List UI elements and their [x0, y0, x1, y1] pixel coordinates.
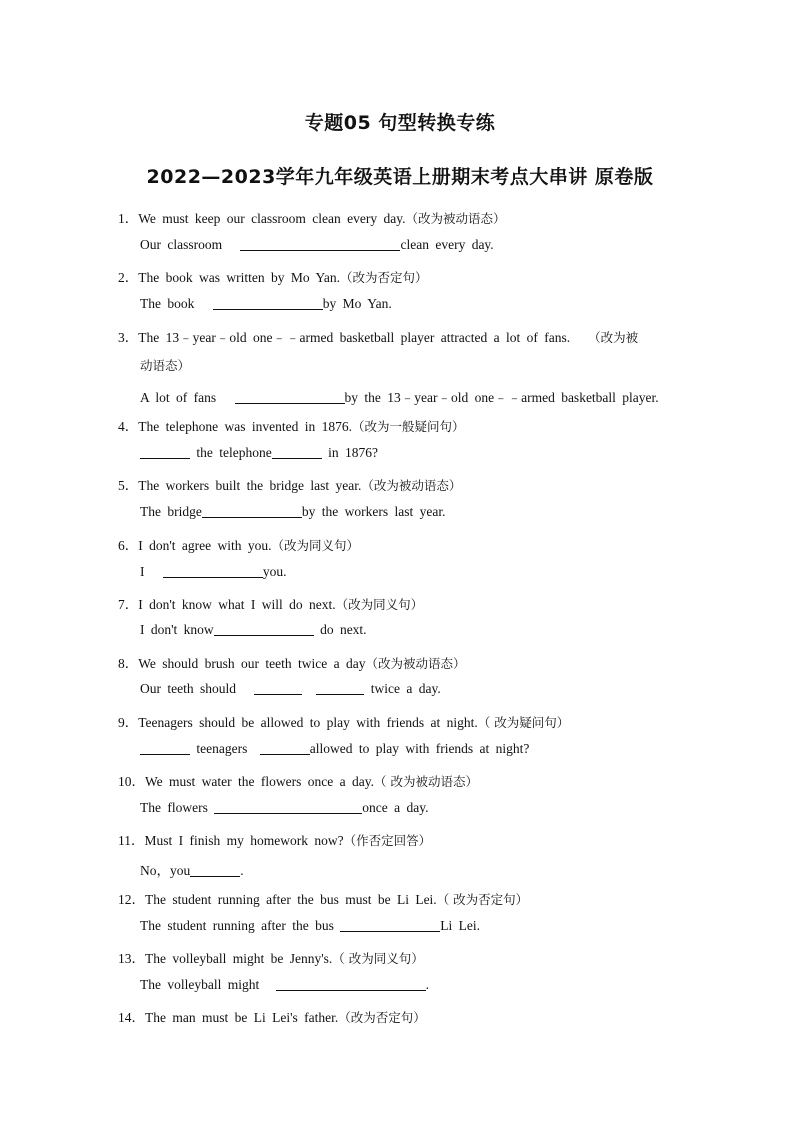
question-hint: （改为被动语态）: [361, 478, 462, 493]
answer-suffix: in 1876?: [321, 445, 378, 460]
page-title: 专题05 句型转换专练: [304, 112, 496, 134]
answer-suffix: twice a day.: [364, 681, 441, 696]
answer-prefix: The volleyball might: [140, 977, 266, 992]
answer-6: [140, 564, 287, 580]
question-hint: （改为否定句）: [340, 270, 428, 285]
answer-suffix: do next.: [313, 622, 367, 637]
answer-5: [140, 504, 445, 520]
question-3-continued: [140, 356, 190, 374]
answer-prefix: The student running after the bus: [140, 918, 341, 933]
question-text: 2．The book was written by Mo Yan.: [118, 270, 340, 285]
question-hint: （ 改为疑问句）: [477, 715, 570, 730]
answer-suffix: Li Lei.: [440, 918, 480, 933]
answer-suffix: allowed to play with friends at night?: [309, 741, 530, 756]
question-10: [118, 770, 478, 790]
question-text: 14．The man must be Li Lei's father.: [118, 1010, 339, 1025]
question-11: [118, 829, 431, 849]
answer-suffix: .: [240, 863, 244, 878]
question-hint: （改为一般疑问句）: [351, 419, 465, 434]
answer-suffix: .: [425, 977, 429, 992]
answer-blank[interactable]: [316, 681, 364, 695]
question-text: 13．The volleyball might be Jenny's.: [118, 951, 333, 966]
answer-prefix: Our teeth should: [140, 681, 243, 696]
answer-prefix: No，you: [140, 863, 191, 878]
answer-2: [140, 296, 392, 312]
answer-blank[interactable]: [272, 445, 322, 459]
question-3: [118, 326, 638, 346]
answer-prefix: Our classroom: [140, 237, 229, 252]
question-9: [118, 711, 569, 731]
question-2: [118, 266, 428, 286]
question-hint: （ 改为否定句）: [436, 892, 529, 907]
answer-blank[interactable]: [190, 863, 240, 877]
question-14: [118, 1006, 426, 1026]
answer-9: [140, 741, 529, 757]
answer-blank[interactable]: [214, 622, 314, 636]
question-text: 4．The telephone was invented in 1876.: [118, 419, 352, 434]
question-hint: （作否定回答）: [343, 833, 432, 848]
answer-1: [140, 237, 494, 253]
question-hint-continued: 动语态）: [140, 358, 191, 373]
question-hint: （改为被动语态）: [405, 211, 506, 226]
question-text: 6．I don't agree with you.: [118, 538, 272, 553]
question-hint: （改为同义句）: [335, 597, 424, 612]
question-text: 9．Teenagers should be allowed to play with friends at night.: [118, 715, 478, 730]
question-text: 10．We must water the flowers once a day.: [118, 774, 374, 789]
question-hint: （ 改为同义句）: [332, 951, 424, 966]
answer-blank[interactable]: [163, 564, 263, 578]
answer-prefix: The flowers: [140, 800, 215, 815]
question-8: [118, 652, 466, 672]
answer-prefix: I: [140, 564, 151, 579]
answer-11: [140, 859, 244, 879]
question-text: 1．We must keep our classroom clean every day.: [118, 211, 406, 226]
answer-8: [140, 681, 441, 697]
answer-middle: teenagers: [190, 741, 254, 756]
answer-suffix: by Mo Yan.: [322, 296, 392, 311]
answer-blank[interactable]: [140, 445, 190, 459]
question-12: [118, 888, 528, 908]
answer-blank[interactable]: [260, 741, 310, 755]
answer-4: [140, 445, 378, 461]
question-text: 5．The workers built the bridge last year.: [118, 478, 362, 493]
answer-middle: the telephone: [190, 445, 272, 460]
answer-suffix: once a day.: [362, 800, 429, 815]
question-text: 8．We should brush our teeth twice a day: [118, 656, 366, 671]
question-6: [118, 534, 359, 554]
question-hint: （改为否定句）: [338, 1010, 426, 1025]
question-text: 12．The student running after the bus must be Li Lei.: [118, 892, 437, 907]
answer-12: [140, 918, 480, 934]
answer-blank[interactable]: [140, 741, 190, 755]
answer-10: [140, 800, 428, 816]
answer-suffix: you.: [262, 564, 287, 579]
question-text: 7．I don't know what I will do next.: [118, 597, 336, 612]
answer-blank[interactable]: [214, 800, 362, 814]
question-5: [118, 474, 461, 494]
page-subtitle: 2022—2023学年九年级英语上册期末考点大串讲 原卷版: [146, 166, 654, 188]
question-13: [118, 947, 424, 967]
question-text: 11．Must I finish my homework now?: [118, 833, 344, 848]
answer-blank[interactable]: [202, 504, 302, 518]
answer-blank[interactable]: [254, 681, 302, 695]
answer-suffix: by the 13﹣year﹣old one﹣﹣armed basketball player.: [344, 390, 659, 405]
question-hint: （ 改为被动语态）: [373, 774, 478, 789]
question-text: 3．The 13﹣year﹣old one﹣﹣armed basketball player attracted a lot of fans.: [118, 330, 571, 345]
question-1: [118, 207, 505, 227]
answer-suffix: by the workers last year.: [301, 504, 446, 519]
answer-7: [140, 622, 367, 638]
answer-blank[interactable]: [340, 918, 440, 932]
answer-prefix: The bridge: [140, 504, 202, 519]
question-hint: （改为被: [588, 330, 639, 345]
question-hint: （改为同义句）: [271, 538, 360, 553]
question-4: [118, 415, 464, 435]
answer-prefix: A lot of fans: [140, 390, 223, 405]
answer-blank[interactable]: [235, 390, 345, 404]
answer-prefix: The book: [140, 296, 201, 311]
answer-3: [140, 386, 659, 406]
question-7: [118, 593, 423, 613]
answer-blank[interactable]: [240, 237, 400, 251]
answer-13: [140, 977, 429, 993]
answer-suffix: clean every day.: [400, 237, 494, 252]
answer-blank[interactable]: [213, 296, 323, 310]
answer-blank[interactable]: [276, 977, 426, 991]
answer-prefix: I don't know: [140, 622, 214, 637]
question-hint: （改为被动语态）: [365, 656, 466, 671]
